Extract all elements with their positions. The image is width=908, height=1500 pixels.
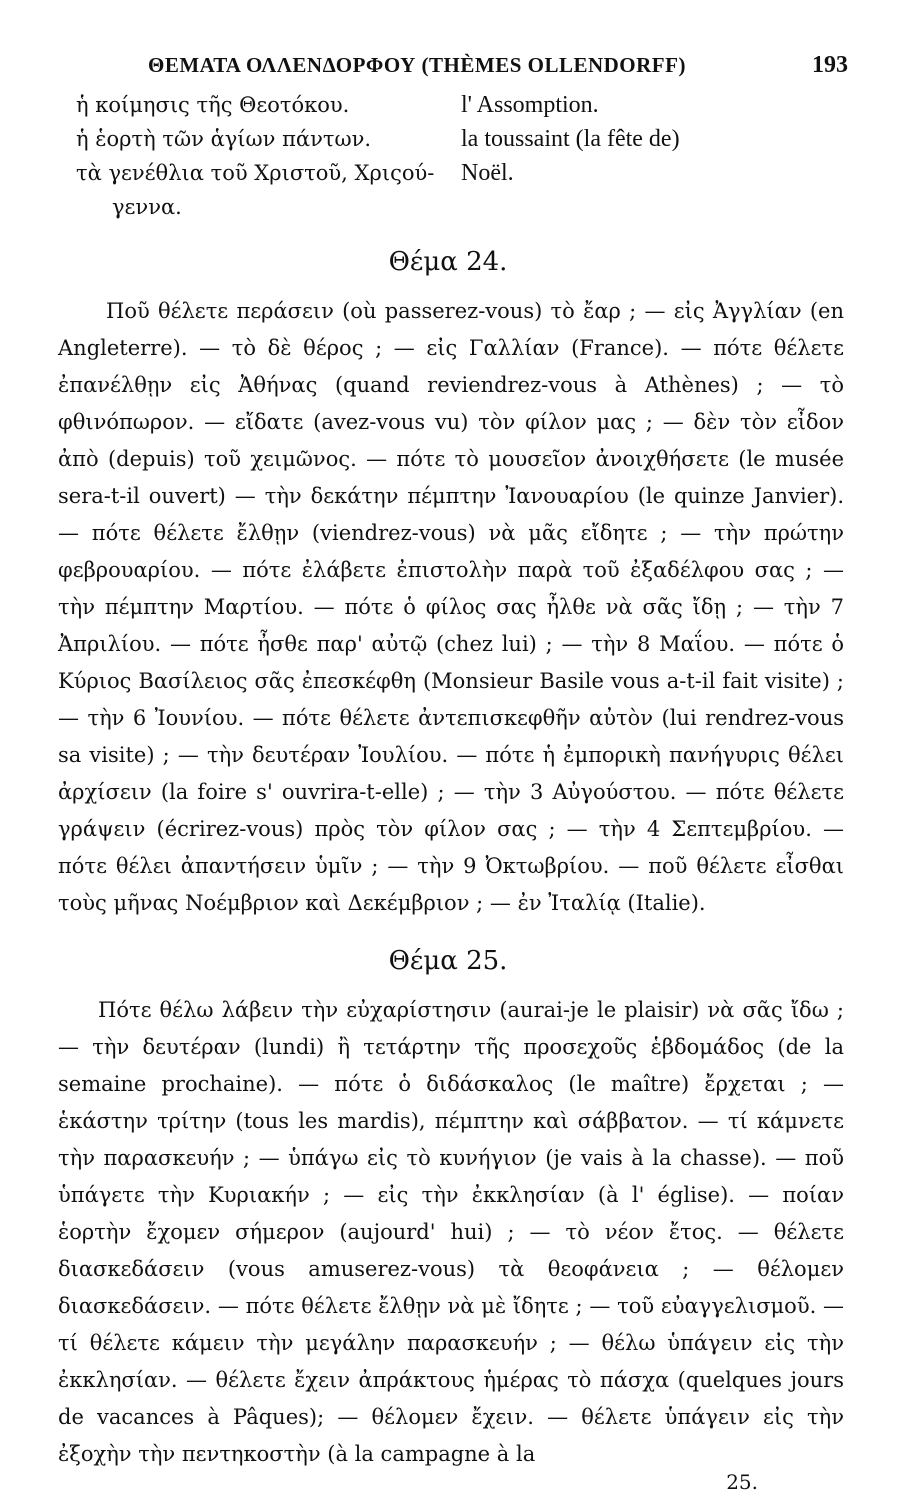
running-head: [148, 52, 848, 79]
exercise-paragraph: Πότε θέλω λάβειν τὴν εὐχαρίστησιν (aurai-je le plaisir) νὰ σᾶς ἴδω ; — τὴν δευτέραν (lundi) ἢ τετάρτην τῆς προσεχοῦς ἑβδομάδος (de la semaine prochaine). — πότε ὁ διδάσκαλος (le maître) ἔρχεται ; — ἑκάστην τρίτην (tous les mardis), πέμπτην καὶ σάββατον. — τί κάμνετε τὴν παρασκευήν ; — ὑπάγω εἰς τὸ κυνήγιον (je vais à la chasse). — ποῦ ὑπάγετε τὴν Κυριακήν ; — εἰς τὴν ἐκκλησίαν (à l' église). — ποίαν ἑορτὴν ἔχομεν σήμερον (aujourd' hui) ; — τὸ νέον ἔτος. — θέλετε διασκεδάσειν (vous amuserez-vous) τὰ θεοφάνεια ; — θέλομεν διασκεδάσειν. — πότε θέλετε ἔλθῃν νὰ μὲ ἴδητε ; — τοῦ εὐαγγελισμοῦ. — τί θέλετε κάμειν τὴν μεγάλην παρασκευήν ; — θέλω ὑπάγειν εἰς τὴν ἐκκλησίαν. — θέλετε ἔχειν ἀπράκτους ἡμέρας τὸ πάσχα (quelques jours de vacances à Pâques); — θέλομεν ἔχειν. — θέλετε ὑπάγειν εἰς τὴν ἐξοχὴν τὴν πεντηκοστὴν (à la campagne à la: [58, 998, 844, 1466]
vocab-french: la toussaint (la fête de): [461, 126, 680, 152]
catchword: 25.: [726, 1470, 758, 1494]
section-heading-25: Θέμα 25.: [388, 946, 508, 976]
vocab-greek: ἡ ἑορτὴ τῶν ἁγίων πάντων.: [76, 127, 372, 151]
vocab-french: [461, 191, 848, 223]
vocab-french: l' Assomption.: [461, 92, 599, 118]
vocab-greek: τὰ γενέθλια τοῦ Χριστοῦ, Χριςού-: [76, 161, 435, 185]
vocabulary-list: [76, 89, 848, 223]
page-number: 193: [812, 52, 848, 78]
running-title: ΘΕΜΑΤΑ ΟΛΛΕΝΔΟΡΦΟΥ (THÈMES OLLENDORFF): [148, 53, 686, 77]
exercise-text-24: [58, 293, 844, 922]
vocab-greek-continuation: γεννα.: [112, 195, 182, 219]
exercise-text-25: [58, 992, 844, 1473]
section-heading-24: Θέμα 24.: [388, 247, 508, 277]
exercise-paragraph: Ποῦ θέλετε περάσειν (où passerez-vous) τὸ ἔαρ ; — εἰς Ἀγγλίαν (en Angleterre). — τὸ δὲ θέρος ; — εἰς Γαλλίαν (France). — πότε θέλετε ἐπανέλθῃν εἰς Ἀθήνας (quand reviendrez-vous à Athènes) ; — τὸ φθινόπωρον. — εἴδατε (avez-vous vu) τὸν φίλον μας ; — δὲν τὸν εἶδον ἀπὸ (depuis) τοῦ χειμῶνος. — πότε τὸ μουσεῖον ἀνοιχθήσετε (le musée sera-t-il ouvert) — τὴν δεκάτην πέμπτην Ἰανουαρίου (le quinze Janvier). — πότε θέλετε ἔλθῃν (viendrez-vous) νὰ μᾶς εἴδητε ; — τὴν πρώτην φεβρουαρίου. — πότε ἐλάβετε ἐπιστολὴν παρὰ τοῦ ἐξαδέλφου σας ; — τὴν πέμπτην Μαρτίου. — πότε ὁ φίλος σας ἦλθε νὰ σᾶς ἴδῃ ; — τὴν 7 Ἀπριλίου. — πότε ἦσθε παρ' αὐτῷ (chez lui) ; — τὴν 8 Μαΐου. — πότε ὁ Κύριος Βασίλειος σᾶς ἐπεσκέφθη (Monsieur Basile vous a-t-il fait visite) ; — τὴν 6 Ἰουνίου. — πότε θέλετε ἀντεπισκεφθῆν αὐτὸν (lui rendrez-vous sa visite) ; — τὴν δευτέραν Ἰουλίου. — πότε ἡ ἐμπορικὴ πανήγυρις θέλει ἀρχίσειν (la foire s' ouvrira-t-elle) ; — τὴν 3 Αὐγούστου. — πότε θέλετε γράψειν (écrirez-vous) πρὸς τὸν φίλον σας ; — τὴν 4 Σεπτεμβρίου. — πότε θέλει ἀπαντήσειν ὑμῖν ; — τὴν 9 Ὀκτωβρίου. — ποῦ θέλετε εἶσθαι τοὺς μῆνας Νοέμβριον καὶ Δεκέμβριον ; — ἐν Ἰταλίᾳ (Italie).: [58, 299, 844, 915]
vocab-french: Noël.: [461, 160, 514, 186]
vocab-greek: ἡ κοίμησις τῆς Θεοτόκου.: [76, 93, 350, 117]
